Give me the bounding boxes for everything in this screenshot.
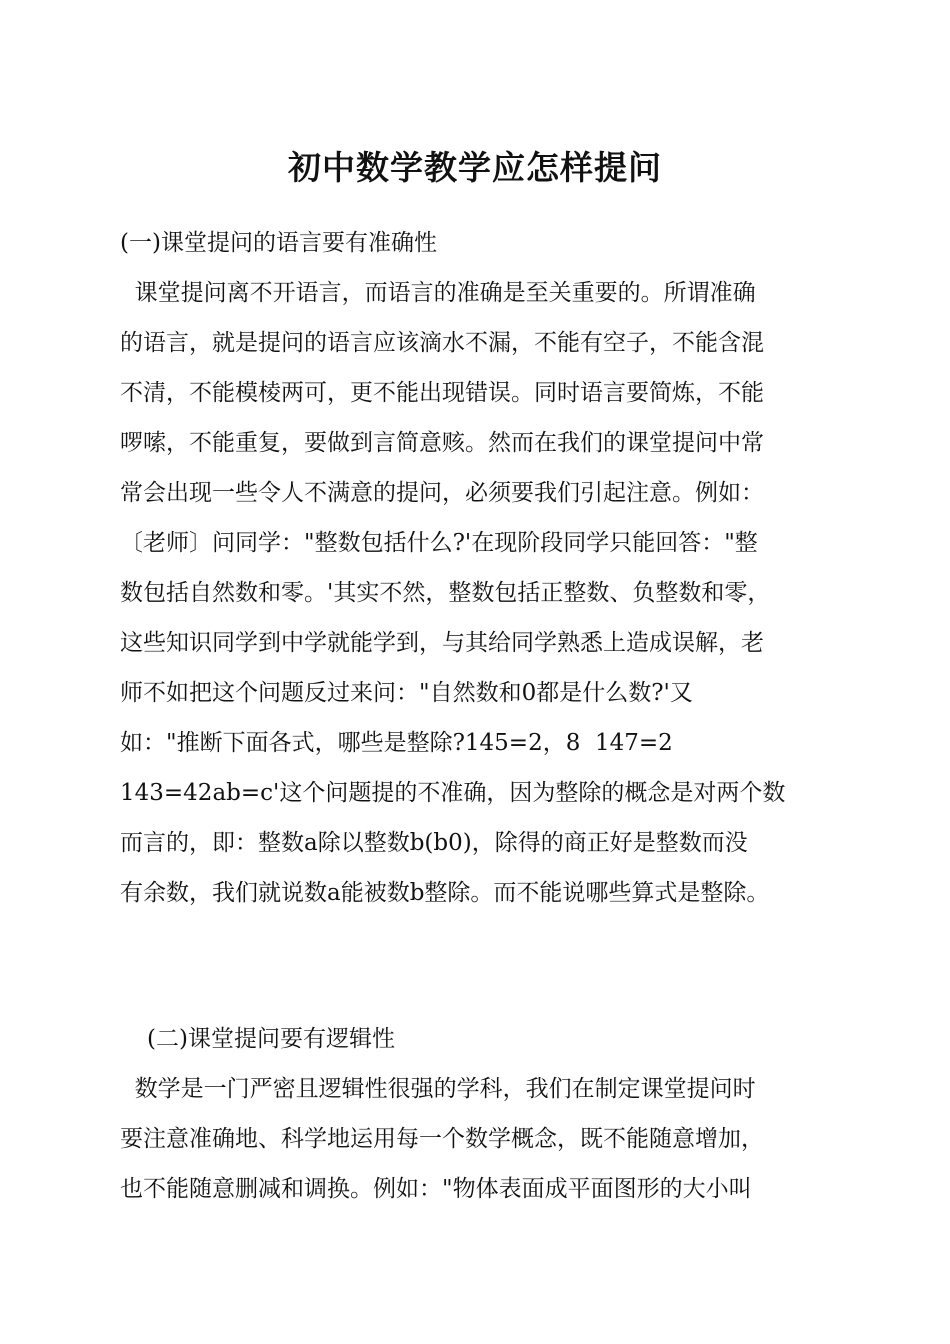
section-heading-2: (二)课堂提问要有逻辑性 (147, 1026, 395, 1052)
paragraph-line: 也不能随意删减和调换。例如："物体表面成平面图形的大小叫 (120, 1176, 752, 1202)
paragraph-line: 师不如把这个问题反过来问："自然数和0都是什么数?'又 (120, 680, 693, 706)
document-title: 初中数学教学应怎样提问 (288, 148, 662, 187)
paragraph-line: 常会出现一些令人不满意的提问，必须要我们引起注意。例如： (120, 480, 764, 506)
paragraph-line: 这些知识同学到中学就能学到，与其给同学熟悉上造成误解，老 (120, 630, 764, 656)
paragraph-line: 数包括自然数和零。'其实不然，整数包括正整数、负整数和零， (120, 580, 771, 606)
paragraph-line: 而言的，即：整数a除以整数b(b0)，除得的商正好是整数而没 (120, 830, 748, 856)
section-heading-1: (一)课堂提问的语言要有准确性 (120, 230, 437, 256)
section-2-paragraph (120, 1064, 860, 1214)
paragraph-line: 有余数，我们就说数a能被数b整除。而不能说哪些算式是整除。 (120, 880, 770, 906)
paragraph-line: 要注意准确地、科学地运用每一个数学概念，既不能随意增加， (120, 1126, 764, 1152)
paragraph-line: 课堂提问离不开语言，而语言的准确是至关重要的。所谓准确 (120, 280, 756, 306)
paragraph-line: 数学是一门严密且逻辑性很强的学科，我们在制定课堂提问时 (120, 1076, 756, 1102)
paragraph-line: 啰嗦，不能重复，要做到言简意赅。然而在我们的课堂提问中常 (120, 430, 764, 456)
paragraph-line: 不清，不能模棱两可，更不能出现错误。同时语言要简炼，不能 (120, 380, 764, 406)
paragraph-line: 143=42ab=c'这个问题提的不准确，因为整除的概念是对两个数 (120, 780, 786, 806)
paragraph-line: 的语言，就是提问的语言应该滴水不漏，不能有空子，不能含混 (120, 330, 764, 356)
paragraph-line: 如："推断下面各式，哪些是整除?145=2，8 147=2 (120, 730, 673, 756)
section-1-paragraph (120, 268, 860, 918)
paragraph-line: 〔老师〕问同学："整数包括什么?'在现阶段同学只能回答："整 (120, 530, 758, 556)
